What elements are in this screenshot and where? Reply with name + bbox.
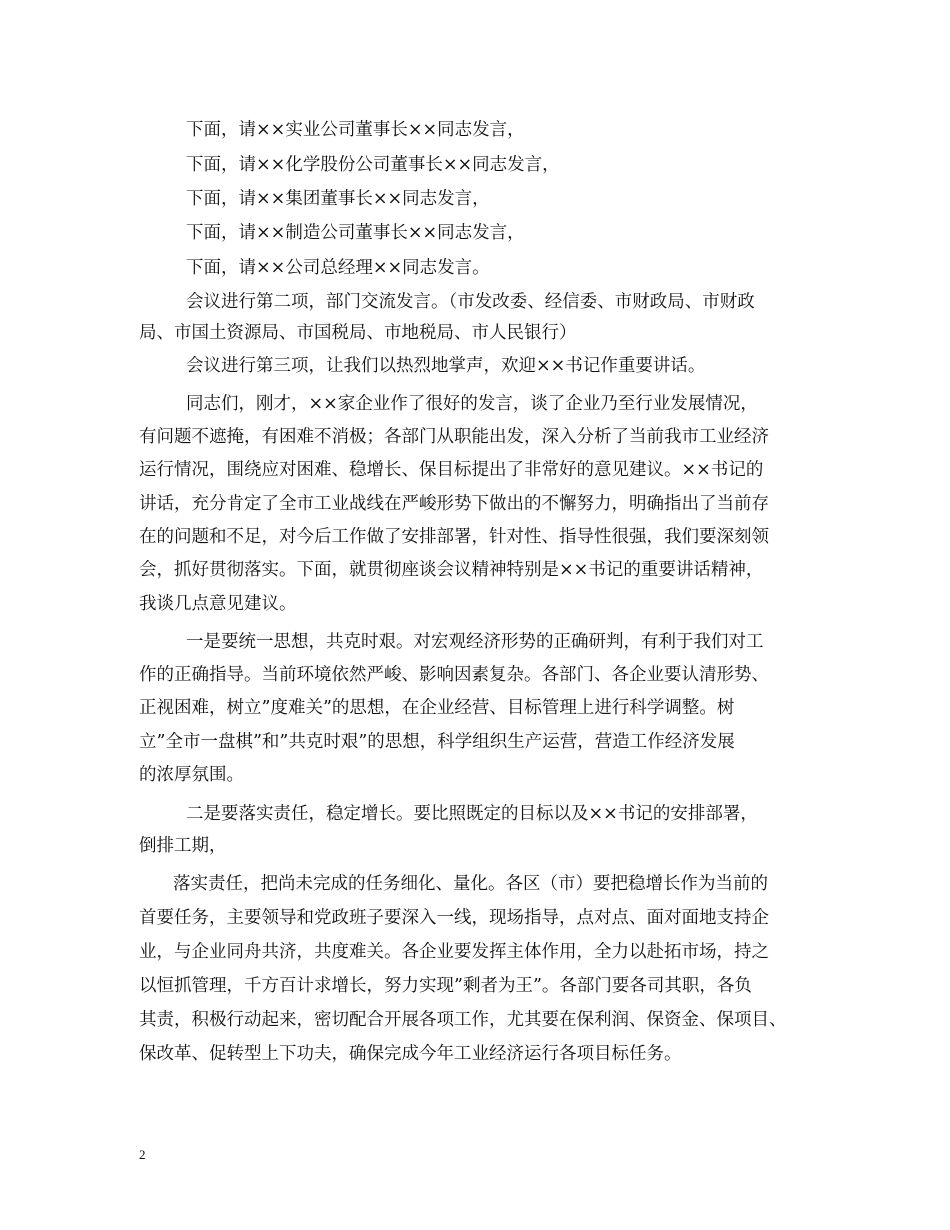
text-line-1: 下面，请××实业公司董事长××同志发言， [186, 120, 525, 140]
text-line-10: 有问题不遮掩，有困难不消极；各部门从职能出发，深入分析了当前我市工业经济 [139, 427, 769, 447]
text-line-17: 作的正确指导。当前环境依然严峻、影响因素复杂。各部门、各企业要认清形势、 [139, 665, 769, 685]
text-line-19: 立”全市一盘棋”和”共克时艰”的思想，科学组织生产运营，营造工作经济发展 [139, 732, 735, 752]
text-line-5: 下面，请××公司总经理××同志发言。 [186, 258, 490, 278]
text-line-9: 同志们，刚才，××家企业作了很好的发言，谈了企业乃至行业发展情况， [186, 394, 758, 414]
text-line-16: 一是要统一思想，共克时艰。对宏观经济形势的正确研判，有利于我们对工 [186, 632, 764, 652]
text-line-14: 会，抓好贯彻落实。下面，就贯彻座谈会议精神特别是××书记的重要讲话精神， [139, 560, 764, 580]
page-number: 2 [139, 1147, 146, 1162]
text-line-15: 我谈几点意见建议。 [139, 594, 297, 614]
text-line-4: 下面，请××制造公司董事长××同志发言， [186, 223, 525, 243]
text-line-24: 首要任务，主要领导和党政班子要深入一线，现场指导，点对点、面对面地支持企 [139, 908, 769, 928]
text-line-22: 倒排工期， [139, 836, 227, 856]
text-line-18: 正视困难，树立”度难关”的思想，在企业经营、目标管理上进行科学调整。树 [139, 698, 735, 718]
text-line-7: 局、市国土资源局、市国税局、市地税局、市人民银行） [139, 323, 577, 343]
text-line-3: 下面，请××集团董事长××同志发言， [186, 189, 490, 209]
text-line-8: 会议进行第三项，让我们以热烈地掌声，欢迎××书记作重要讲话。 [186, 356, 706, 376]
text-line-6: 会议进行第二项，部门交流发言。（市发改委、经信委、市财政局、市财政 [186, 292, 755, 312]
text-line-27: 其责，积极行动起来，密切配合开展各项工作，尤其要在保利润、保资金、保项目、 [139, 1010, 787, 1030]
text-line-2: 下面，请××化学股份公司董事长××同志发言， [186, 155, 560, 175]
text-line-25: 业，与企业同舟共济，共度难关。各企业要发挥主体作用，全力以赴拓市场，持之 [139, 942, 769, 962]
text-line-20: 的浓厚氛围。 [139, 765, 244, 785]
text-line-28: 保改革、促转型上下功夫，确保完成今年工业经济运行各项目标任务。 [139, 1044, 682, 1064]
text-line-23: 落实责任，把尚未完成的任务细化、量化。各区（市）要把稳增长作为当前的 [173, 874, 768, 894]
text-line-21: 二是要落实责任，稳定增长。要比照既定的目标以及××书记的安排部署， [186, 804, 758, 824]
text-line-12: 讲话，充分肯定了全市工业战线在严峻形势下做出的不懈努力，明确指出了当前存 [139, 494, 769, 514]
text-line-26: 以恒抓管理，千方百计求增长，努力实现”剩者为王”。各部门要各司其职，各负 [139, 976, 752, 996]
text-line-11: 运行情况，围绕应对困难、稳增长、保目标提出了非常好的意见建议。××书记的 [139, 460, 764, 480]
text-line-13: 在的问题和不足，对今后工作做了安排部署，针对性、指导性很强，我们要深刻领 [139, 527, 769, 547]
